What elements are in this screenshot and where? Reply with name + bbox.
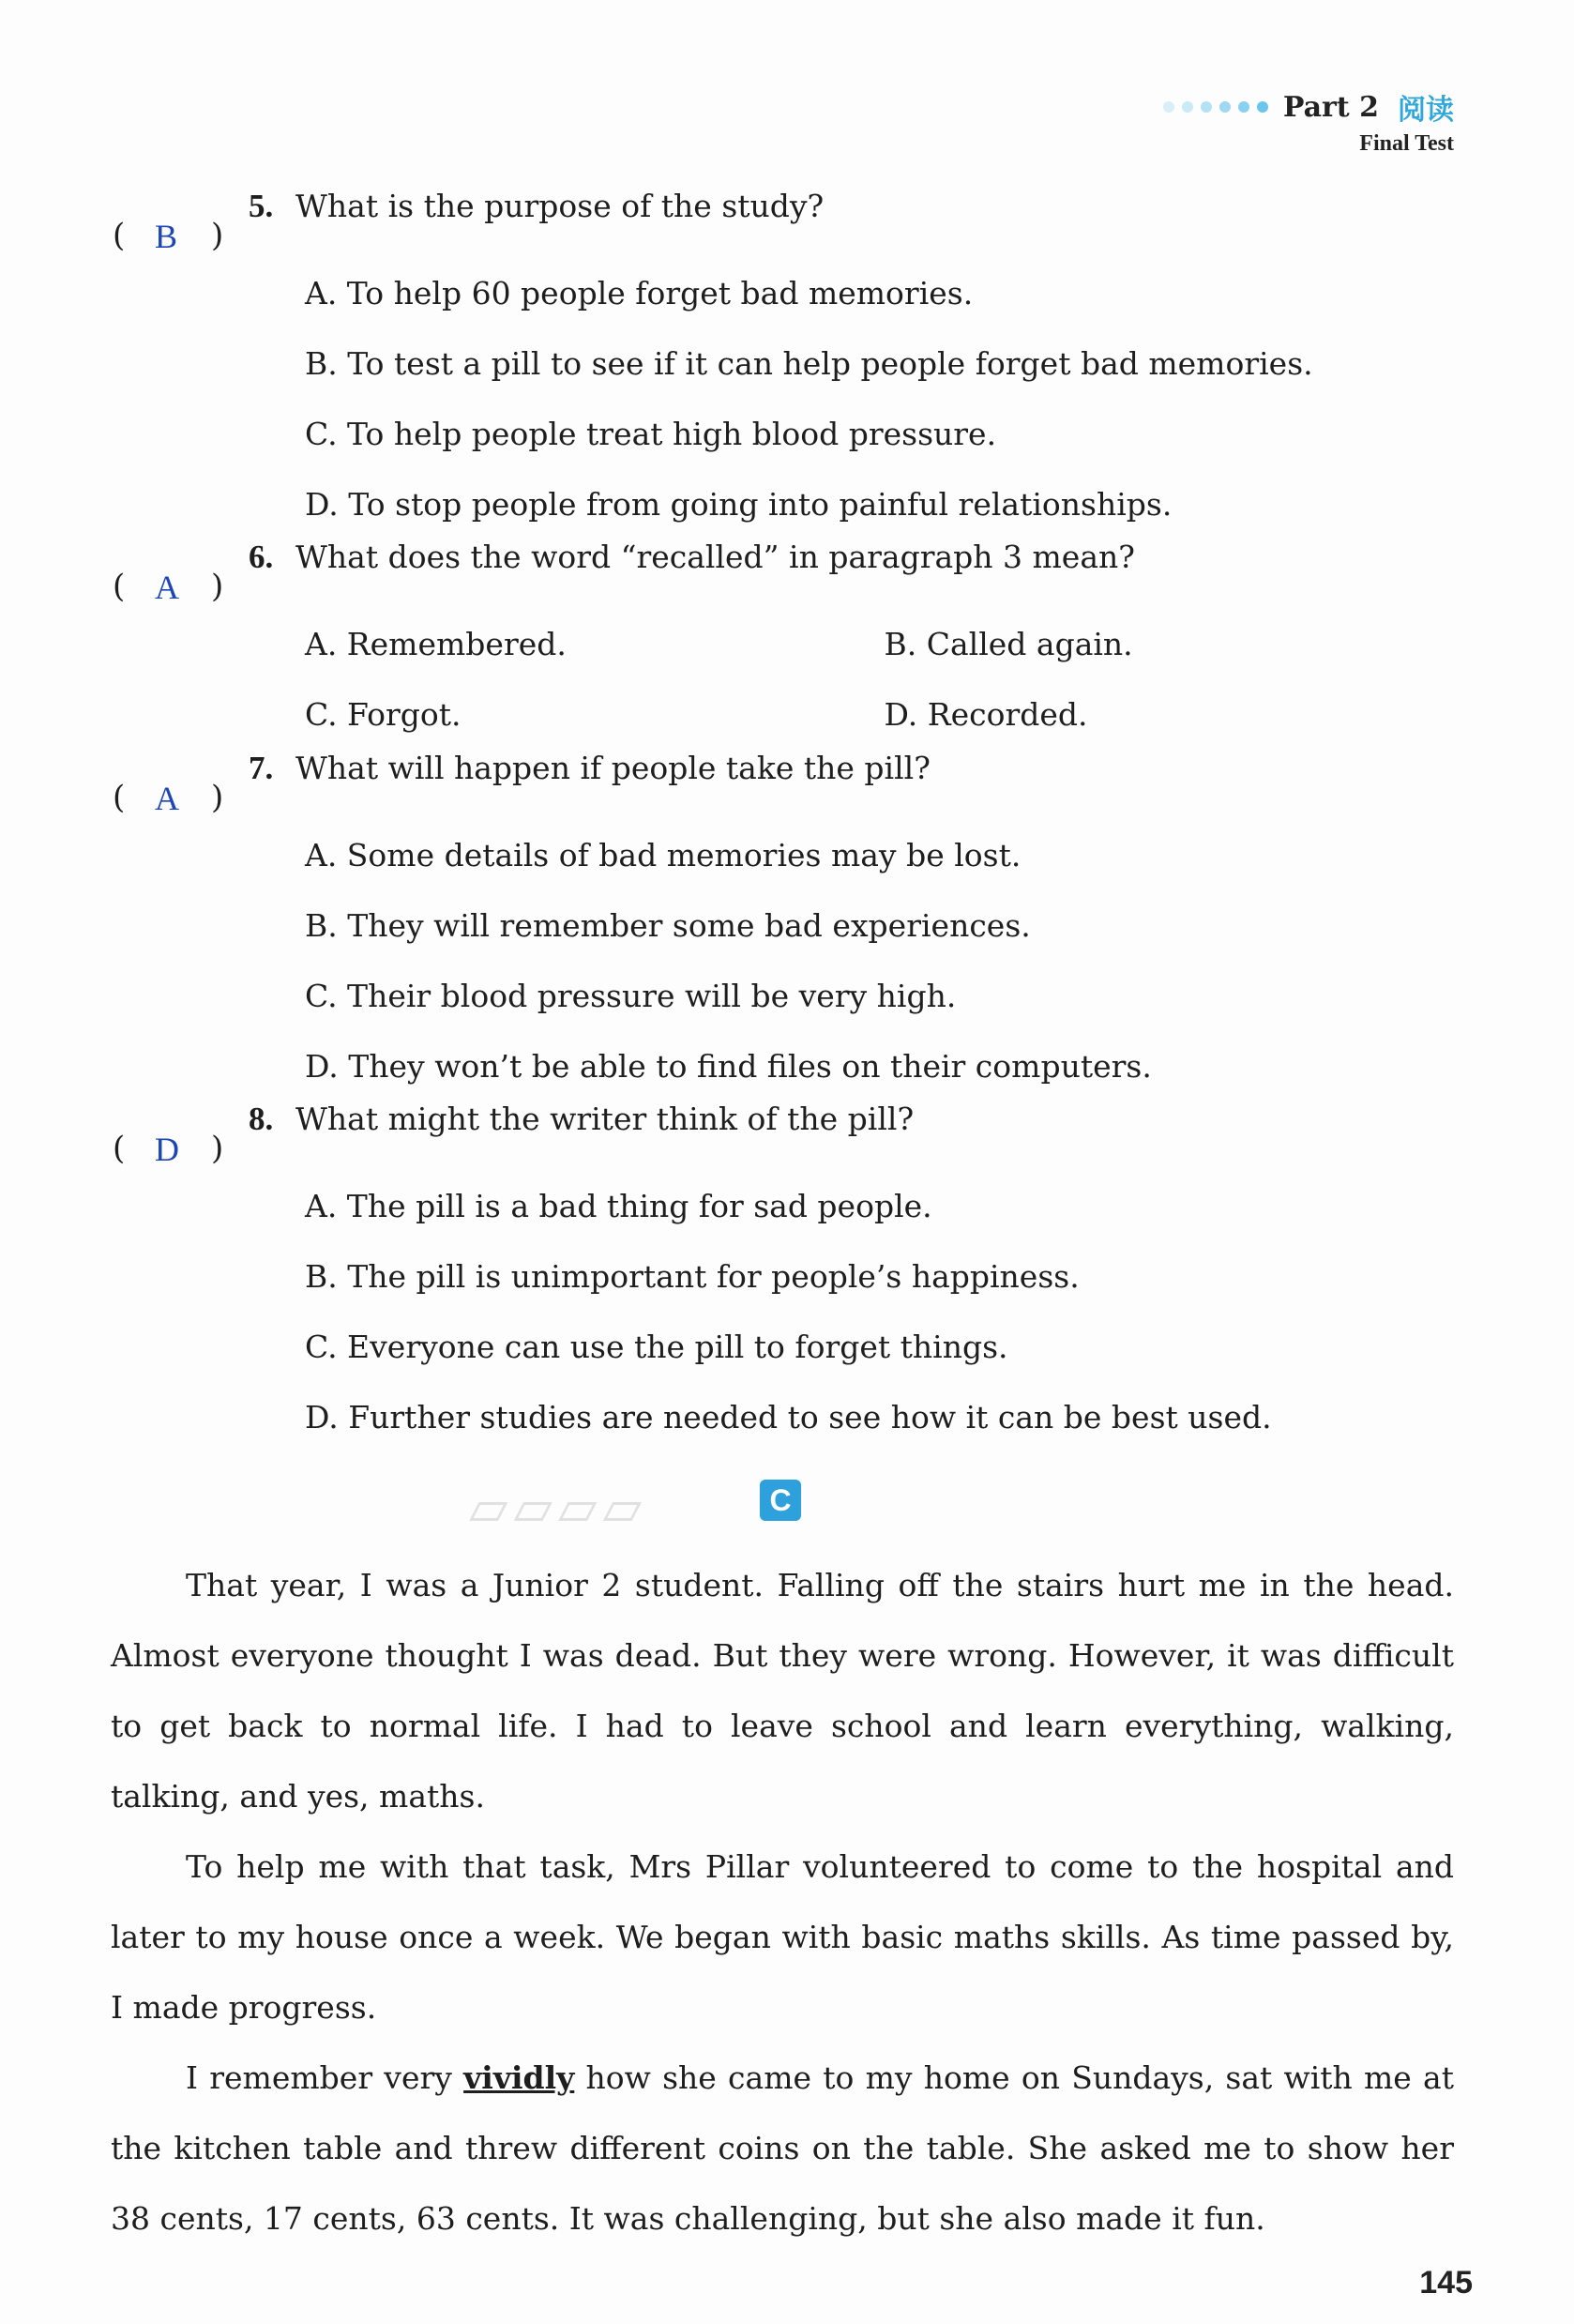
question-text: What is the purpose of the study? [295, 188, 825, 224]
answer: A [155, 780, 179, 817]
part-label: Part 2 [1282, 90, 1379, 124]
answer: D [155, 1131, 179, 1168]
question-text: What will happen if people take the pill? [295, 750, 931, 786]
option: D. They won’t be able to find files on their computers. [305, 1048, 1152, 1085]
section-c-badge: C [760, 1480, 801, 1521]
paragraph-2: To help me with that task, Mrs Pillar volunteered to come to the hospital and later to my house once a week. We began with basic maths skills. As time passed by, I made progress. [111, 1848, 1454, 2026]
option: C. Everyone can use the pill to forget things. [305, 1329, 1008, 1365]
page-header [1163, 86, 1454, 157]
option: A. Some details of bad memories may be lost. [305, 837, 1022, 873]
page-number: 145 [1419, 2265, 1473, 2301]
header-subtitle: Final Test [1359, 131, 1454, 156]
answer: A [155, 569, 179, 606]
question-5: ( B ) 5. What is the purpose of the study? A. To help 60 people forget bad memories. B. To test a pill to see if it can help people forget bad memories. C. To help people treat high blood pressure. D. To stop people from going into painful relationships. [113, 188, 1463, 539]
option: C. Forgot. [305, 696, 462, 733]
question-number: 8. [249, 1101, 274, 1137]
option: D. To stop people from going into painful relationships. [305, 486, 1173, 523]
question-text: What does the word “recalled” in paragraph 3 mean? [295, 539, 1135, 575]
paragraph-3 [111, 2043, 1454, 2254]
option: B. Called again. [884, 626, 1133, 662]
question-8: ( D ) 8. What might the writer think of the pill? A. The pill is a bad thing for sad people. B. The pill is unimportant for people’s happiness. C. Everyone can use the pill to forget things. D. Further studies are needed to see how it can be best used. [113, 1101, 1463, 1452]
paragraph-3-start: I remember very [186, 2059, 464, 2096]
question-number: 7. [249, 750, 274, 786]
option: C. To help people treat high blood pressure. [305, 416, 997, 452]
keyword-vividly: vividly [463, 2059, 575, 2096]
answer: B [155, 218, 178, 255]
option: D. Further studies are needed to see how it can be best used. [305, 1399, 1272, 1435]
option: B. They will remember some bad experiences. [305, 907, 1031, 944]
option: A. To help 60 people forget bad memories. [305, 275, 974, 311]
option: B. To test a pill to see if it can help people forget bad memories. [305, 345, 1313, 382]
question-number: 5. [249, 188, 274, 224]
paragraph-3-end: how she came to my home on Sundays, sat with me at the kitchen table and threw different coins on the table. She asked me to show her 38 cents, 17 cents, 63 cents. It was challenging, but she also made it fun. [111, 2059, 1454, 2237]
watermark-icon: ▱▱▱▱ [469, 1478, 648, 1537]
question-6: ( A ) 6. What does the word “recalled” in paragraph 3 mean? A. Remembered. B. Called again. C. Forgot. D. Recorded. [113, 539, 1463, 750]
paragraph-1: That year, I was a Junior 2 student. Falling off the stairs hurt me in the head. Almost everyone thought I was dead. But they were wrong. However, it was difficult to get back to normal life. I had to leave school and learn everything, walking, talking, and yes, maths. [111, 1567, 1454, 1815]
reading-passage [111, 1550, 1454, 2254]
dots-decoration-icon [1163, 101, 1268, 113]
option: C. Their blood pressure will be very high. [305, 978, 957, 1014]
option: D. Recorded. [884, 696, 1088, 733]
question-7: ( A ) 7. What will happen if people take the pill? A. Some details of bad memories may be lost. B. They will remember some bad experiences. C. Their blood pressure will be very high. D. They won’t be able to find files on their computers. [113, 750, 1463, 1101]
option: B. The pill is unimportant for people’s happiness. [305, 1258, 1080, 1295]
section-label: 阅读 [1398, 94, 1454, 127]
option: A. The pill is a bad thing for sad people. [305, 1188, 932, 1224]
question-number: 6. [249, 539, 274, 575]
option: A. Remembered. [305, 626, 567, 662]
question-text: What might the writer think of the pill? [295, 1101, 915, 1137]
